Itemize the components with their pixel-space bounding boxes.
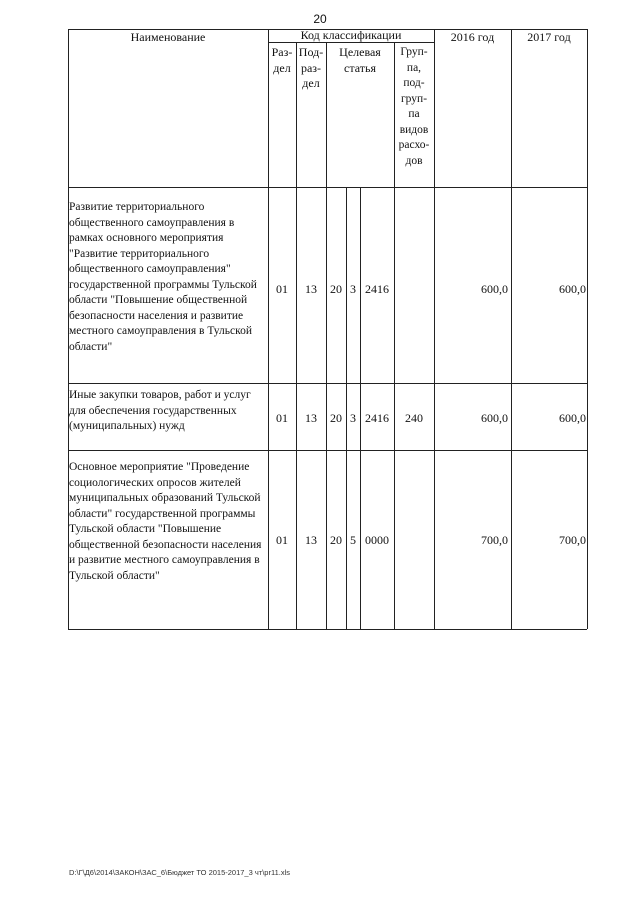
row-2-bottom-border: [68, 450, 587, 451]
row-2-group: 240: [405, 411, 423, 425]
row-3-name: Основное мероприятие "Проведение социологических опросов жителей муниципальных образований Тульской области" государственной программы Тульской области "Повышение общественной безопасности населения и развитие местного самоуправления в Тульской области": [69, 461, 262, 582]
col-divider-target-b: [360, 187, 361, 629]
row-3-2016: 700,0: [481, 533, 508, 547]
header-2017: 2017 год: [527, 30, 571, 44]
row-2-2016: 600,0: [481, 411, 508, 425]
header-code-group: Код классификации: [300, 28, 402, 42]
row-1-target-1: 20: [330, 282, 342, 296]
row-2-2017: 600,0: [559, 411, 586, 425]
row-2-target-2: 3: [350, 411, 356, 425]
header-2016: 2016 год: [450, 30, 495, 44]
table-right-border: [587, 29, 588, 629]
row-2-target-3: 2416: [365, 411, 389, 425]
row-1-target-2: 3: [350, 282, 356, 296]
header-bottom-border: [68, 187, 587, 188]
row-1-subsection: 13: [305, 282, 317, 296]
table-bottom-border: [68, 629, 587, 630]
header-subsection: Под- раз- дел: [298, 45, 324, 90]
col-divider-target-a: [346, 187, 347, 629]
page-number: 20: [313, 12, 327, 26]
row-1-target-3: 2416: [365, 282, 389, 296]
row-1-name: Развитие территориального общественного самоуправления в рамках основного мероприятия "Развитие территориального общественного самоуправления" государственной программы Тульской области "Повышение общественной безопасности населения и развитие местного самоуправления в Тульской области": [69, 201, 257, 353]
header-section: Раз- дел: [271, 45, 293, 75]
row-2-name: Иные закупки товаров, работ и услуг для обеспечения государственных (муниципальных) нужд: [69, 389, 251, 432]
header-group: Груп- па, под- груп- па видов расхо- дов: [398, 46, 430, 167]
row-3-2017: 700,0: [559, 533, 586, 547]
row-3-target-1: 20: [330, 533, 342, 547]
row-1-2017: 600,0: [559, 282, 586, 296]
row-3-target-2: 5: [350, 533, 356, 547]
row-1-bottom-border: [68, 383, 587, 384]
row-1-2016: 600,0: [481, 282, 508, 296]
row-2-section: 01: [276, 411, 288, 425]
row-2-target-1: 20: [330, 411, 342, 425]
header-target: Целевая статья: [339, 45, 381, 75]
row-1-section: 01: [276, 282, 288, 296]
row-3-section: 01: [276, 533, 288, 547]
row-2-subsection: 13: [305, 411, 317, 425]
header-name: Наименование: [130, 30, 206, 44]
row-3-subsection: 13: [305, 533, 317, 547]
file-path-footer: D:\Г\Д6\2014\ЗАКОН\ЗАС_6\Бюджет ТО 2015-2017_3 чт\pr11.xls: [69, 868, 290, 877]
row-3-target-3: 0000: [365, 533, 389, 547]
